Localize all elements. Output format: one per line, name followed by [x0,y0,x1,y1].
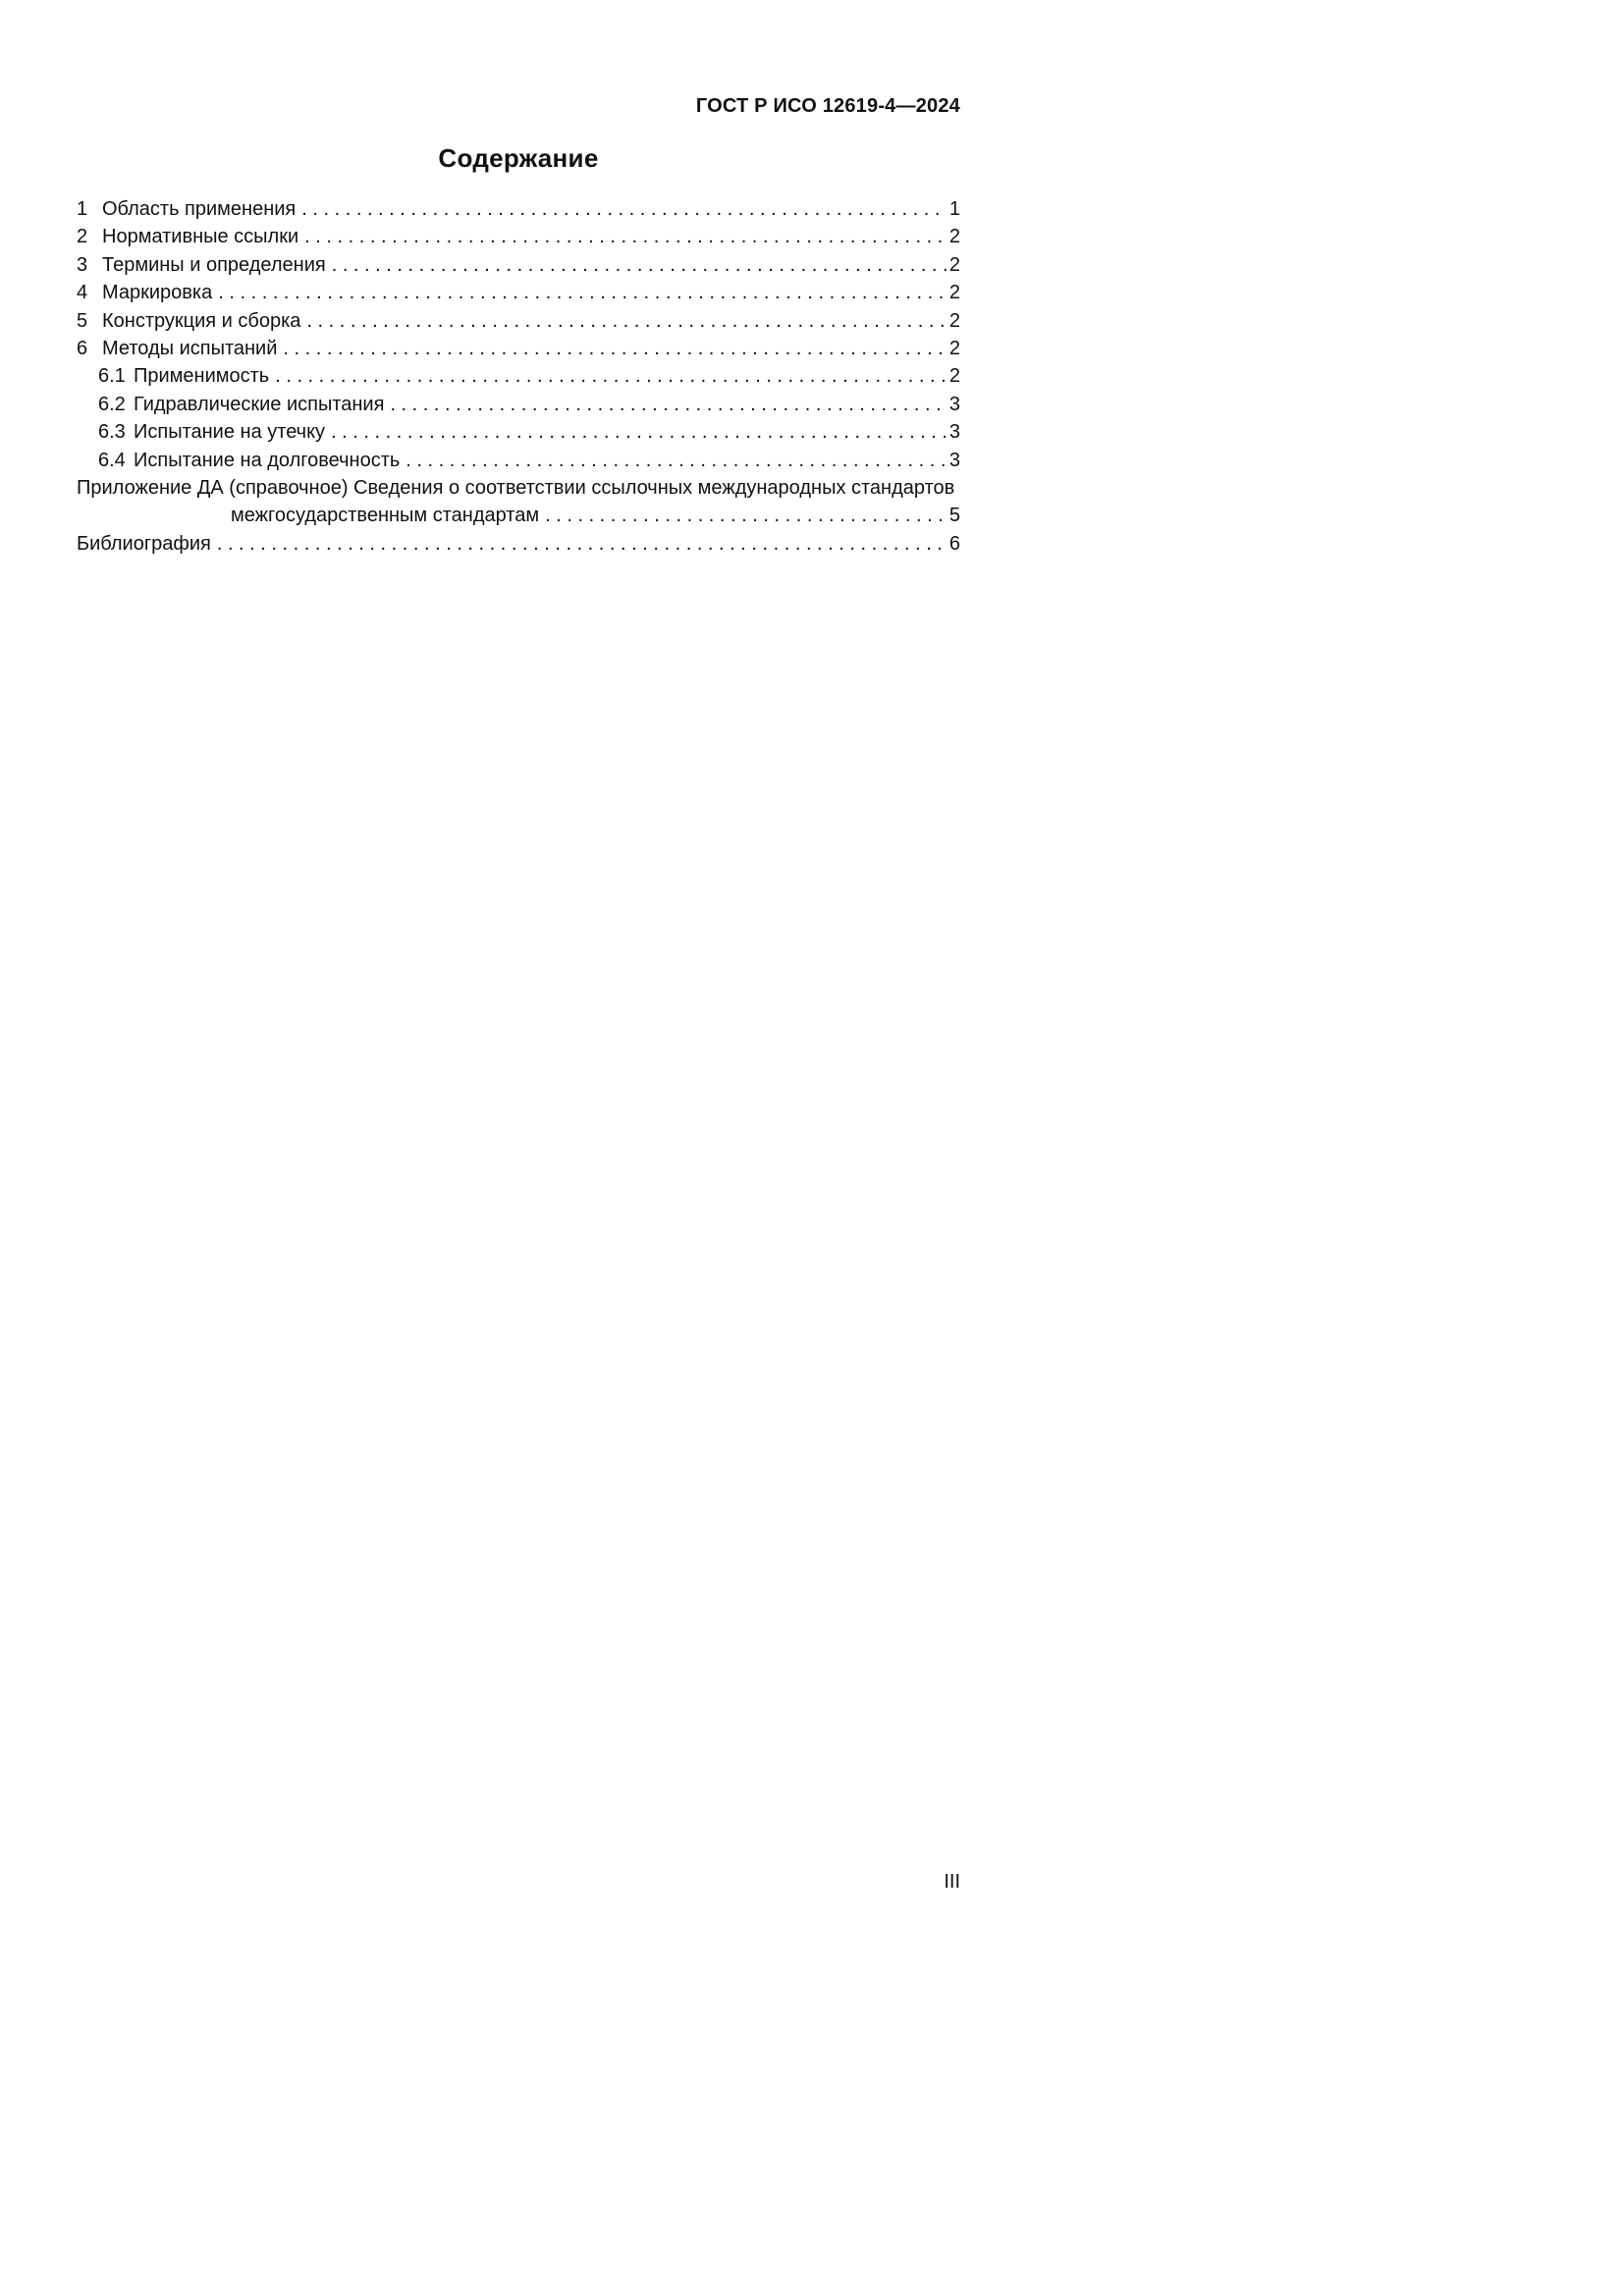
toc-entry-page: 2 [948,226,960,248]
document-code: ГОСТ Р ИСО 12619-4—2024 [695,95,960,117]
toc-row [77,223,960,250]
toc-entry-label: Библиография [77,532,211,555]
toc-row-sub [77,391,960,418]
toc-appendix-line1: Приложение ДА (справочное) Сведения о соответствии ссылочных международных стандартов [77,477,955,500]
toc-row [77,279,960,306]
toc-entry-page: 3 [948,393,960,415]
toc-entry-page: 1 [948,198,960,220]
toc-entry-label: Испытание на долговечность [134,449,401,471]
page-content [77,94,960,558]
toc-entry-number: 6.3 [98,421,126,444]
toc-entry-number: 6.2 [98,393,126,415]
toc-entry-label: Гидравлические испытания [134,393,385,415]
toc-row [77,335,960,362]
toc-row-sub [77,362,960,390]
toc-entry-label: Методы испытаний [102,338,278,360]
toc-entry-number: 6.4 [98,449,126,471]
toc-entry-page: 3 [948,421,960,444]
toc-entry-page: 2 [948,309,960,332]
dot-leader [332,251,947,279]
toc-entry-label: Конструкция и сборка [102,309,301,332]
toc-entry-number: 1 [77,198,88,220]
dot-leader [301,195,947,223]
toc-row-sub [77,447,960,474]
toc-row-sub [77,418,960,446]
dot-leader [218,279,947,306]
table-of-contents [77,195,960,558]
toc-entry-label: Маркировка [102,282,213,304]
dot-leader [275,362,947,390]
toc-appendix-label: межгосударственным стандартам [231,505,540,527]
toc-entry-number: 5 [77,309,88,332]
dot-leader [545,502,947,529]
toc-row [77,307,960,335]
dot-leader [283,335,946,362]
page-title: Содержание [438,143,599,173]
toc-entry-number: 3 [77,253,88,276]
dot-leader [390,391,946,418]
toc-entry-page: 2 [948,253,960,276]
toc-entry-page: 6 [948,532,960,555]
toc-entry-page: 2 [948,282,960,304]
toc-entry-label: Термины и определения [102,253,326,276]
folio-page-number: III [944,1871,960,1893]
dot-leader [217,530,947,558]
toc-entry-number: 6.1 [98,365,126,388]
toc-row-bibliography [77,530,960,558]
toc-row [77,195,960,223]
toc-entry-page: 2 [948,338,960,360]
toc-row [77,251,960,279]
dot-leader [304,223,947,250]
toc-entry-number: 4 [77,282,88,304]
toc-entry-page: 3 [948,449,960,471]
dot-leader [331,418,947,446]
toc-entry-label: Испытание на утечку [134,421,326,444]
dot-leader [406,447,947,474]
toc-entry-number: 6 [77,338,88,360]
toc-entry-page: 2 [948,365,960,388]
dot-leader [306,307,946,335]
toc-entry-number: 2 [77,226,88,248]
toc-entry-page: 5 [948,505,960,527]
toc-entry-label: Область применения [102,198,297,220]
toc-entry-label: Нормативные ссылки [102,226,299,248]
toc-entry-label: Применимость [134,365,270,388]
toc-appendix-line2 [77,502,960,529]
